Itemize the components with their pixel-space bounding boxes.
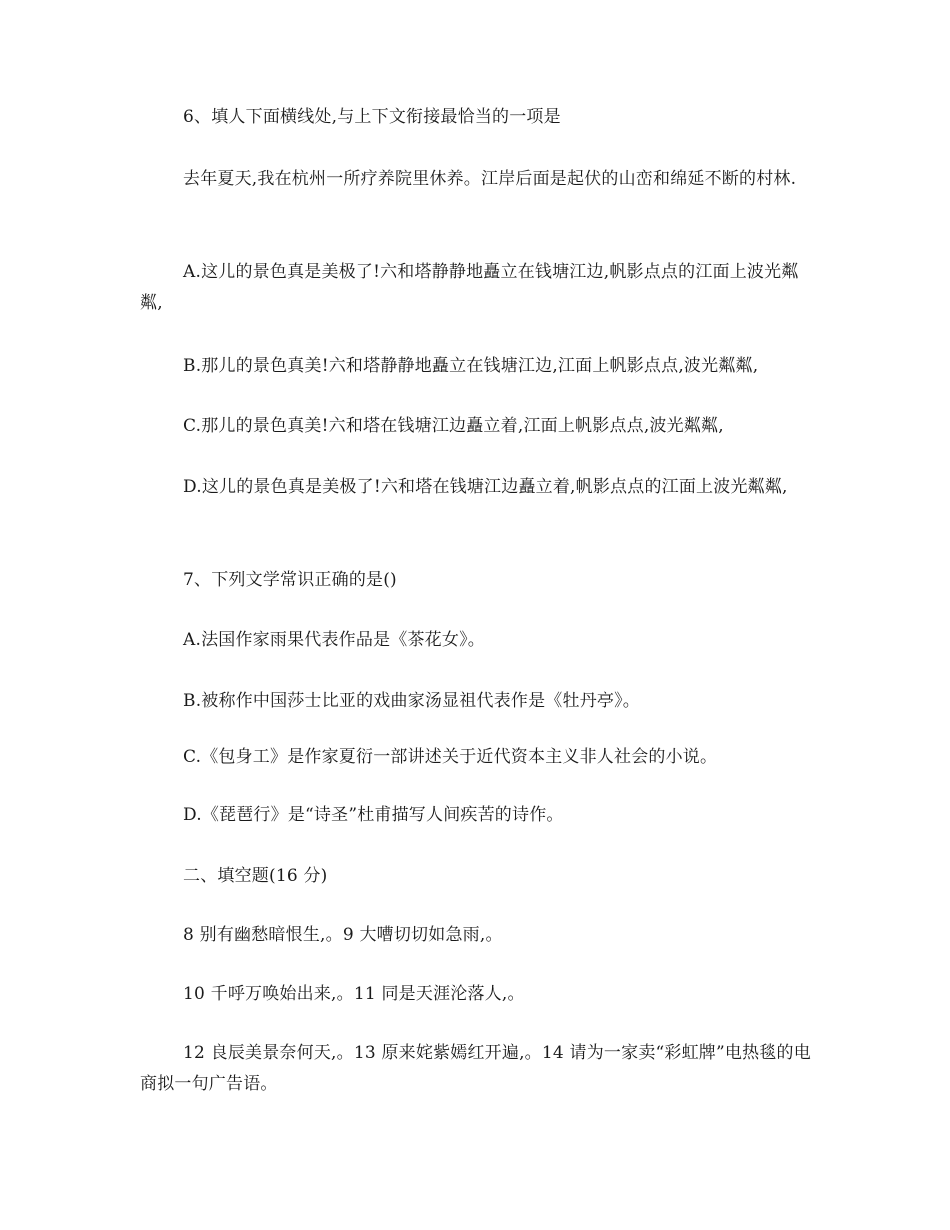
fill-in-line-2: 10 千呼万唤始出来,。11 同是天涯沦落人,。 (183, 984, 525, 1004)
question-6-option-c: C.那儿的景色真美!六和塔在钱塘江边矗立着,江面上帆影点点,波光粼粼, (183, 416, 724, 436)
section-2-heading: 二、填空题(16 分) (183, 866, 328, 886)
question-6-passage: 去年夏天,我在杭州一所疗养院里休养。江岸后面是起伏的山峦和绵延不断的村林. (183, 169, 797, 189)
question-6-option-a: A.这儿的景色真是美极了!六和塔静静地矗立在钱塘江边,帆影点点的江面上波光粼粼, (140, 262, 799, 313)
question-6-option-b: B.那儿的景色真美!六和塔静静地矗立在钱塘江边,江面上帆影点点,波光粼粼, (183, 356, 759, 376)
fill-in-line-3: 12 良辰美景奈何天,。13 原来姹紫嫣红开遍,。14 请为一家卖“彩虹牌”电热毯的电商拟一句广告语。 (140, 1043, 811, 1094)
question-7-option-c: C.《包身工》是作家夏衍一部讲述关于近代资本主义非人社会的小说。 (183, 747, 718, 767)
question-7-option-a: A.法国作家雨果代表作品是《茶花女》。 (183, 630, 485, 650)
fill-in-line-1: 8 别有幽愁暗恨生,。9 大嘈切切如急雨,。 (183, 925, 503, 945)
question-7-stem: 7、下列文学常识正确的是() (183, 570, 397, 590)
question-7-option-b: B.被称作中国莎士比亚的戏曲家汤显祖代表作是《牡丹亭》。 (183, 691, 640, 711)
question-6-stem: 6、填人下面横线处,与上下文衔接最恰当的一项是 (183, 107, 561, 127)
question-7-option-d: D.《琵琶行》是“诗圣”杜甫描写人间疾苦的诗作。 (183, 805, 564, 825)
question-6-option-d: D.这儿的景色真是美极了!六和塔在钱塘江边矗立着,帆影点点的江面上波光粼粼, (183, 477, 788, 497)
